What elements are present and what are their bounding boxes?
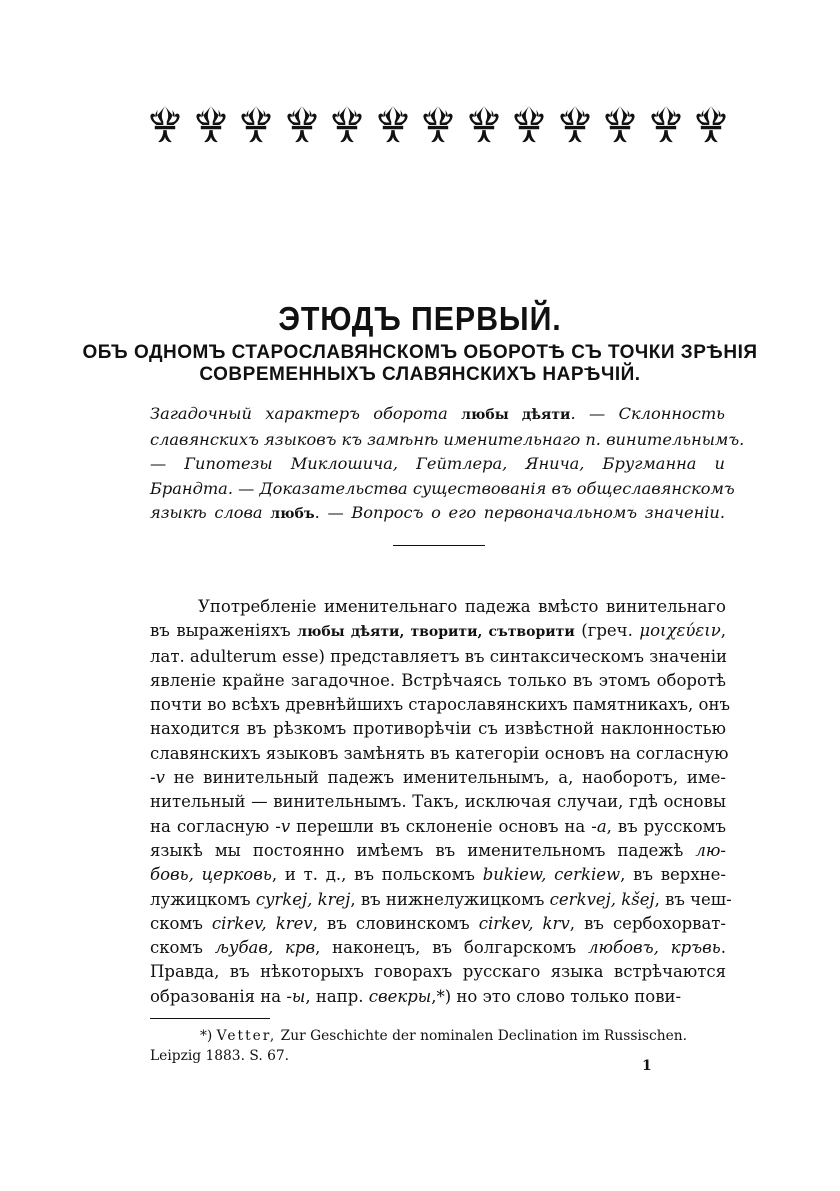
ornament-band [148,100,728,150]
italic-run: лю- [695,840,726,860]
italic-run: v [155,768,165,788]
text-run: скомъ [150,938,215,958]
body-line [150,985,726,1009]
text-run: лужицкомъ [150,889,256,909]
body-paragraph [150,595,732,1009]
footnote-author: Vetter, [216,1028,277,1044]
text-run: - [150,768,156,788]
italic-run: љубав, крв [214,938,316,958]
body-line: почти во всѣхъ древнѣйшихъ старославянскихъ памятникахъ, онъ [150,695,730,715]
fleur-de-lis-icon [467,104,501,146]
abstract-text: . — Склонность [570,404,725,423]
italic-run: любовъ, кръвь [587,938,721,958]
footnote-marker: *) [200,1028,217,1044]
text-run: , въ нижнелужицкомъ [350,889,550,909]
fleur-de-lis-icon [603,104,637,146]
section-divider [393,545,485,546]
body-line: Употребленіе именительнаго падежа вмѣсто винительнаго [198,597,726,616]
italic-run: cyrkej, krej [255,889,351,909]
fleur-de-lis-icon [694,104,728,146]
italic-run: ы [291,986,306,1006]
body-line [150,839,726,863]
text-run: , въ верхне- [620,865,726,885]
text-run: на согласную - [150,816,281,836]
fleur-de-lis-icon [285,104,319,146]
fleur-de-lis-icon [376,104,410,146]
fleur-de-lis-icon [194,104,228,146]
text-run: , и т. д., въ польскомъ [271,865,483,885]
body-line: славянскихъ языковъ замѣнять въ категоріи основъ на согласную [150,743,729,763]
fleur-de-lis-icon [512,104,546,146]
term-run: любы дѣяти, творити, сътворити [297,624,575,641]
text-run: , [720,621,726,641]
abstract-text: Загадочный характеръ оборота [150,404,462,423]
body-line: нительный — винительнымъ. Такъ, исключая случаи, гдѣ основы [150,792,726,812]
abstract-term: любы дѣяти [461,407,571,423]
body-line: находится въ рѣзкомъ противорѣчіи съ извѣстной наклонностью [150,719,726,739]
body-line: явленіе крайне загадочное. Встрѣчаясь только въ этомъ оборотѣ [150,670,726,690]
body-line: Правда, въ нѣкоторыхъ говорахъ русскаго языка встрѣчаются [150,962,726,982]
footnote-divider [150,1018,270,1019]
text-run: . [720,938,726,958]
body-line [150,619,726,644]
italic-run: cirkev, krv [478,913,570,933]
body-line [150,936,726,960]
chapter-subtitle-line-1: ОБЪ ОДНОМЪ СТАРОСЛАВЯНСКОМЪ ОБОРОТѢ СЪ ТОЧКИ ЗРѢНІЯ [82,342,758,363]
text-run: образованія на - [150,986,292,1006]
abstract-line: славянскихъ языковъ къ замѣнѣ именительнаго п. винительнымъ. [150,429,745,449]
text-run: , напр. [305,986,369,1006]
fleur-de-lis-icon [558,104,592,146]
fleur-de-lis-icon [239,104,273,146]
italic-run: bukiew, cerkiew [482,865,621,885]
text-run: въ выраженіяхъ [150,621,298,641]
italic-run: cerkvej, kšej [549,889,655,909]
text-run: ,*) но это слово только пови- [431,986,682,1006]
italic-run: cirkev, krev [211,913,313,933]
abstract-line [150,501,725,527]
page-number: 1 [642,1058,652,1074]
text-run: перешли въ склоненіе основъ на - [290,816,597,836]
body-line [150,863,726,887]
body-line [150,888,732,912]
fleur-de-lis-icon [148,104,182,146]
text-run: , въ сербохорват- [569,913,727,933]
fleur-de-lis-icon [649,104,683,146]
italic-run: a [596,816,607,836]
footnote-line: Leipzig 1883. S. 67. [150,1048,290,1064]
text-run: не винительный падежъ именительнымъ, а, наоборотъ, име- [164,768,726,788]
fleur-de-lis-icon [421,104,455,146]
text-run: (греч. [574,621,640,641]
chapter-abstract [150,402,745,527]
abstract-line: — Гипотезы Миклошича, Гейтлера, Яничa, Бругманна и [150,454,725,473]
abstract-term: любъ [270,506,315,522]
footnote-line [150,1026,726,1046]
abstract-text: . — Вопросъ о его первоначальномъ значеніи. [314,503,725,522]
footnote [150,1026,726,1066]
body-line [150,815,726,839]
text-run: , въ словинскомъ [312,913,479,933]
fleur-de-lis-icon [330,104,364,146]
body-line: лат. adulterum esse) представляетъ въ синтаксическомъ значеніи [150,646,727,666]
abstract-text: языкѣ слова [150,503,271,522]
text-run: , въ русскомъ [606,816,726,836]
italic-run: бовь, церковь [150,865,272,885]
italic-run: μοιχεύειν [639,621,721,641]
footnote-text: Zur Geschichte der nominalen Declination im Russischen. [276,1028,688,1044]
abstract-line [150,402,725,428]
body-line [150,766,726,790]
text-run: , въ чеш- [654,889,732,909]
chapter-subtitle-line-2: СОВРЕМЕННЫХЪ СЛАВЯНСКИХЪ НАРѢЧІЙ. [199,364,641,385]
chapter-title: ЭТЮДЪ ПЕРВЫЙ. [278,300,562,337]
text-run: скомъ [150,913,212,933]
body-line [150,912,726,936]
italic-run: свекры [368,986,432,1006]
text-run: , наконецъ, въ болгарскомъ [315,938,588,958]
italic-run: v [280,816,291,836]
text-run: языкѣ мы постоянно имѣемъ въ именительномъ падежѣ [150,840,696,860]
abstract-line: Брандта. — Доказательства существованія въ общеславянскомъ [150,478,735,498]
